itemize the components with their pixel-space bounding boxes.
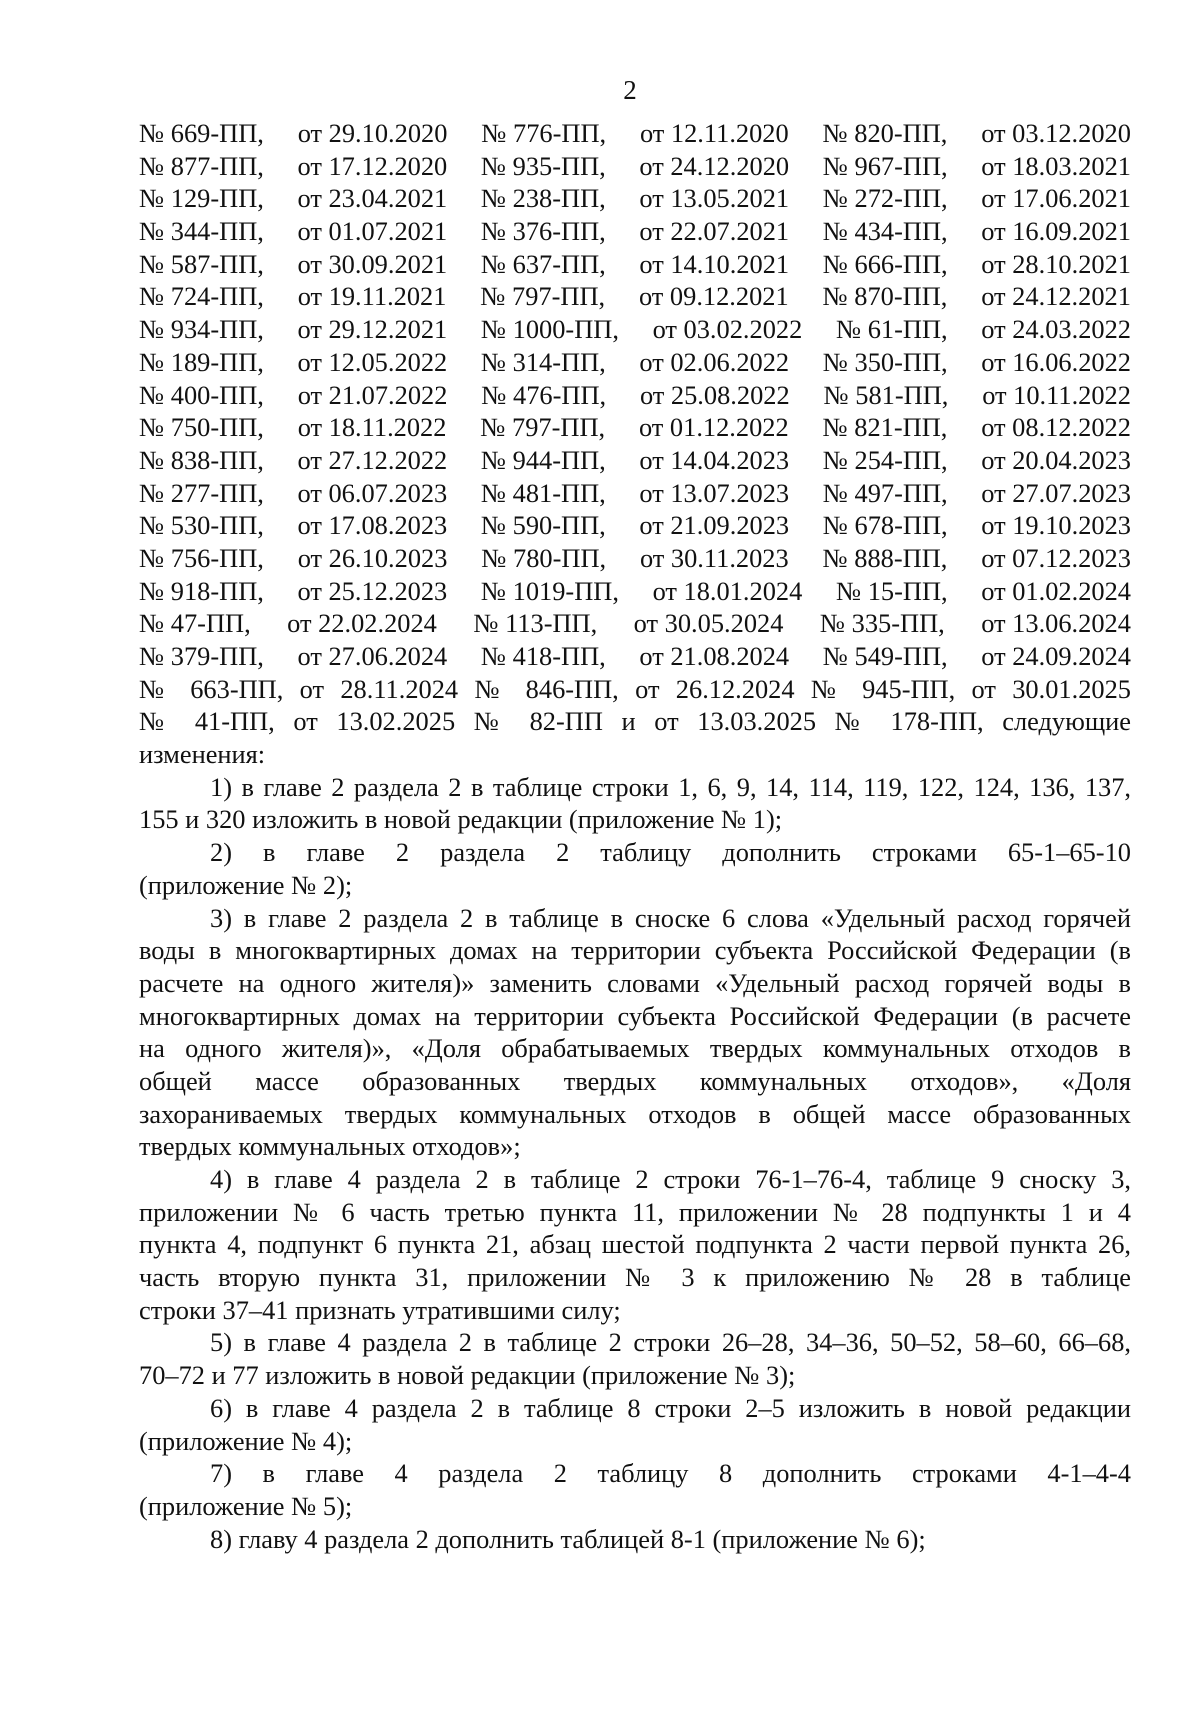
list-row	[139, 444, 1131, 477]
resolution-date: от 13.05.2021	[639, 183, 790, 214]
text-line: расчете на одного жителя)» заменить словами «Удельный расход горячей воды в	[139, 967, 1131, 998]
resolution-date: от 28.10.2021	[981, 248, 1131, 279]
resolution-date: от 08.12.2022	[981, 412, 1131, 443]
resolution-date: от 01.12.2022	[638, 412, 789, 443]
resolution-number: № 877-ПП,	[139, 150, 264, 181]
resolution-date: от 10.11.2022	[982, 379, 1131, 410]
resolution-date: от 30.05.2024	[633, 608, 784, 639]
text-line: строки 37–41 признать утратившими силу;	[139, 1294, 621, 1325]
resolution-number: № 935-ПП,	[480, 150, 606, 181]
resolution-date: от 24.03.2022	[981, 314, 1131, 345]
resolution-number: № 15-ПП,	[835, 575, 948, 606]
resolution-number: № 277-ПП,	[139, 477, 264, 508]
resolution-date: от 03.12.2020	[981, 118, 1131, 148]
resolution-date: от 17.06.2021	[981, 183, 1131, 214]
list-row	[139, 248, 1131, 281]
resolution-number: № 350-ПП,	[822, 346, 948, 377]
resolution-date: от 20.04.2023	[981, 444, 1131, 475]
resolution-number: № 944-ПП,	[480, 444, 606, 475]
resolution-number: № 530-ПП,	[139, 510, 264, 541]
list-row	[139, 117, 1131, 150]
resolution-number: № 189-ПП,	[139, 346, 264, 377]
resolution-number: № 797-ПП,	[480, 412, 606, 443]
list-row	[139, 215, 1131, 248]
resolution-date: от 30.09.2021	[297, 248, 448, 279]
resolution-date: от 29.12.2021	[297, 314, 448, 345]
resolution-date: от 21.09.2023	[639, 510, 790, 541]
resolution-number: № 418-ПП,	[480, 641, 606, 671]
text-line: (приложение № 2);	[139, 869, 353, 900]
resolution-number: № 590-ПП,	[480, 510, 606, 541]
resolution-number: № 272-ПП,	[822, 183, 948, 214]
page-number: 2	[623, 75, 637, 105]
text-line: 155 и 320 изложить в новой редакции (приложение № 1);	[139, 804, 783, 835]
text-line: 3) в главе 2 раздела 2 в таблице в сноске 6 слова «Удельный расход горячей	[210, 902, 1131, 933]
resolution-date: от 21.07.2022	[297, 379, 448, 410]
text-line: 4) в главе 4 раздела 2 в таблице 2 строки 76-1–76-4, таблице 9 сноску 3,	[210, 1164, 1131, 1194]
resolution-date: от 18.11.2022	[297, 412, 447, 443]
resolution-date: от 14.04.2023	[639, 444, 790, 475]
resolution-number: № 549-ПП,	[822, 641, 948, 671]
resolution-number: № 376-ПП,	[480, 216, 606, 247]
text-line: приложении № 6 часть третью пункта 11, приложении № 28 подпункты 1 и 4	[139, 1196, 1131, 1227]
resolution-number: № 797-ПП,	[480, 281, 606, 312]
amendments-text	[139, 673, 1131, 1556]
resolution-date: от 21.08.2024	[639, 641, 790, 671]
text-line: 70–72 и 77 изложить в новой редакции (приложение № 3);	[139, 1360, 796, 1391]
text-line: на одного жителя)», «Доля обрабатываемых твердых коммунальных отходов в	[139, 1033, 1131, 1064]
text-line: 6) в главе 4 раздела 2 в таблице 8 строки 2–5 изложить в новой редакции	[210, 1392, 1131, 1423]
text-line: изменения:	[139, 739, 266, 770]
resolution-number: № 238-ПП,	[480, 183, 606, 214]
list-row	[139, 313, 1131, 346]
resolution-number: № 254-ПП,	[822, 444, 948, 475]
resolution-date: от 01.02.2024	[981, 575, 1131, 606]
resolution-date: от 27.07.2023	[981, 477, 1131, 508]
resolution-number: № 400-ПП,	[139, 379, 264, 410]
resolution-date: от 24.09.2024	[981, 641, 1131, 671]
resolution-date: от 29.10.2020	[297, 118, 448, 148]
resolution-number: № 870-ПП,	[822, 281, 948, 312]
resolution-date: от 22.02.2024	[287, 608, 437, 639]
resolution-date: от 09.12.2021	[638, 281, 789, 312]
resolution-date: от 27.06.2024	[297, 641, 448, 671]
list-row	[139, 280, 1131, 313]
resolution-date: от 16.09.2021	[981, 216, 1131, 247]
resolution-number: № 821-ПП,	[822, 412, 948, 443]
resolution-number: № 476-ПП,	[481, 379, 607, 410]
text-line: 7) в главе 4 раздела 2 таблицу 8 дополнить строками 4-1–4-4	[210, 1458, 1131, 1489]
list-row	[139, 542, 1131, 575]
resolution-number: № 637-ПП,	[480, 248, 606, 279]
resolution-date: от 22.07.2021	[639, 216, 790, 247]
resolution-list	[139, 117, 1131, 673]
resolution-date: от 18.01.2024	[652, 575, 803, 606]
resolution-number: № 780-ПП,	[481, 542, 607, 573]
list-row	[139, 509, 1131, 542]
text-line: (приложение № 5);	[139, 1490, 353, 1521]
text-line: захораниваемых твердых коммунальных отходов в общей массе образованных	[139, 1098, 1131, 1129]
resolution-number: № 838-ПП,	[139, 444, 264, 475]
resolution-number: № 918-ПП,	[139, 575, 264, 606]
resolution-number: № 666-ПП,	[822, 248, 948, 279]
text-line: твердых коммунальных отходов»;	[139, 1131, 521, 1162]
resolution-date: от 24.12.2020	[639, 150, 790, 181]
resolution-date: от 14.10.2021	[639, 248, 790, 279]
resolution-date: от 07.12.2023	[981, 542, 1131, 573]
list-row	[139, 379, 1131, 412]
list-row	[139, 607, 1131, 640]
resolution-date: от 25.12.2023	[297, 575, 448, 606]
resolution-date: от 06.07.2023	[297, 477, 448, 508]
list-row	[139, 150, 1131, 183]
resolution-number: № 113-ПП,	[473, 608, 598, 639]
resolution-date: от 24.12.2021	[981, 281, 1131, 312]
text-line: пункта 4, подпункт 6 пункта 21, абзац шестой подпункта 2 части первой пункта 26,	[139, 1229, 1131, 1260]
resolution-number: № 47-ПП,	[139, 608, 251, 639]
text-line: 2) в главе 2 раздела 2 таблицу дополнить строками 65-1–65-10	[210, 837, 1131, 868]
resolution-date: от 19.11.2021	[297, 281, 447, 312]
resolution-number: № 335-ПП,	[819, 608, 945, 639]
resolution-date: от 12.05.2022	[297, 346, 448, 377]
resolution-date: от 30.11.2023	[639, 542, 789, 573]
text-line: № 663-ПП, от 28.11.2024 № 846-ПП, от 26.12.2024 № 945-ПП, от 30.01.2025	[139, 673, 1131, 704]
resolution-number: № 776-ПП,	[481, 118, 607, 148]
resolution-number: № 756-ПП,	[139, 542, 264, 573]
resolution-number: № 967-ПП,	[822, 150, 948, 181]
text-line: многоквартирных домах на территории субъекта Российской Федерации (в расчете	[139, 1000, 1131, 1031]
resolution-date: от 02.06.2022	[639, 346, 790, 377]
resolution-date: от 03.02.2022	[652, 314, 803, 345]
resolution-date: от 16.06.2022	[981, 346, 1131, 377]
resolution-number: № 750-ПП,	[139, 412, 264, 443]
resolution-number: № 314-ПП,	[480, 346, 606, 377]
resolution-number: № 1000-ПП,	[480, 314, 619, 345]
resolution-date: от 23.04.2021	[297, 183, 448, 214]
list-row	[139, 477, 1131, 510]
text-line: общей массе образованных твердых коммунальных отходов», «Доля	[139, 1065, 1131, 1096]
resolution-date: от 25.08.2022	[639, 379, 790, 410]
text-line: воды в многоквартирных домах на территории субъекта Российской Федерации (в	[139, 935, 1131, 966]
resolution-date: от 17.08.2023	[297, 510, 448, 541]
list-row	[139, 346, 1131, 379]
text-line: 1) в главе 2 раздела 2 в таблице строки 1, 6, 9, 14, 114, 119, 122, 124, 136, 137,	[210, 771, 1131, 802]
resolution-date: от 12.11.2020	[639, 118, 789, 148]
list-row	[139, 411, 1131, 444]
resolution-date: от 19.10.2023	[981, 510, 1131, 541]
resolution-number: № 581-ПП,	[823, 379, 949, 410]
resolution-date: от 27.12.2022	[297, 444, 448, 475]
resolution-number: № 669-ПП,	[139, 118, 264, 148]
resolution-number: № 724-ПП,	[139, 281, 264, 312]
resolution-number: № 481-ПП,	[480, 477, 606, 508]
text-line: 8) главу 4 раздела 2 дополнить таблицей 8-1 (приложение № 6);	[210, 1523, 926, 1554]
list-row	[139, 640, 1131, 673]
resolution-number: № 344-ПП,	[139, 216, 264, 247]
resolution-number: № 1019-ПП,	[480, 575, 619, 606]
resolution-number: № 678-ПП,	[822, 510, 948, 541]
resolution-number: № 497-ПП,	[822, 477, 948, 508]
resolution-number: № 888-ПП,	[822, 542, 948, 573]
text-line: (приложение № 4);	[139, 1425, 353, 1456]
resolution-number: № 934-ПП,	[139, 314, 264, 345]
list-row	[139, 575, 1131, 608]
resolution-date: от 01.07.2021	[297, 216, 448, 247]
resolution-number: № 129-ПП,	[139, 183, 264, 214]
resolution-number: № 434-ПП,	[822, 216, 948, 247]
resolution-date: от 13.06.2024	[981, 608, 1131, 639]
resolution-date: от 18.03.2021	[981, 150, 1131, 181]
text-line: № 41-ПП, от 13.02.2025 № 82-ПП и от 13.03.2025 № 178-ПП, следующие	[139, 706, 1131, 737]
resolution-number: № 61-ПП,	[835, 314, 948, 345]
resolution-number: № 379-ПП,	[139, 641, 264, 671]
text-line: часть вторую пункта 31, приложении № 3 к приложению № 28 в таблице	[139, 1262, 1131, 1293]
resolution-date: от 26.10.2023	[297, 542, 448, 573]
resolution-date: от 13.07.2023	[639, 477, 790, 508]
document-body	[139, 117, 1131, 1555]
resolution-date: от 17.12.2020	[297, 150, 448, 181]
text-line: 5) в главе 4 раздела 2 в таблице 2 строки 26–28, 34–36, 50–52, 58–60, 66–68,	[210, 1327, 1131, 1358]
resolution-number: № 587-ПП,	[139, 248, 264, 279]
resolution-number: № 820-ПП,	[822, 118, 948, 148]
list-row	[139, 182, 1131, 215]
